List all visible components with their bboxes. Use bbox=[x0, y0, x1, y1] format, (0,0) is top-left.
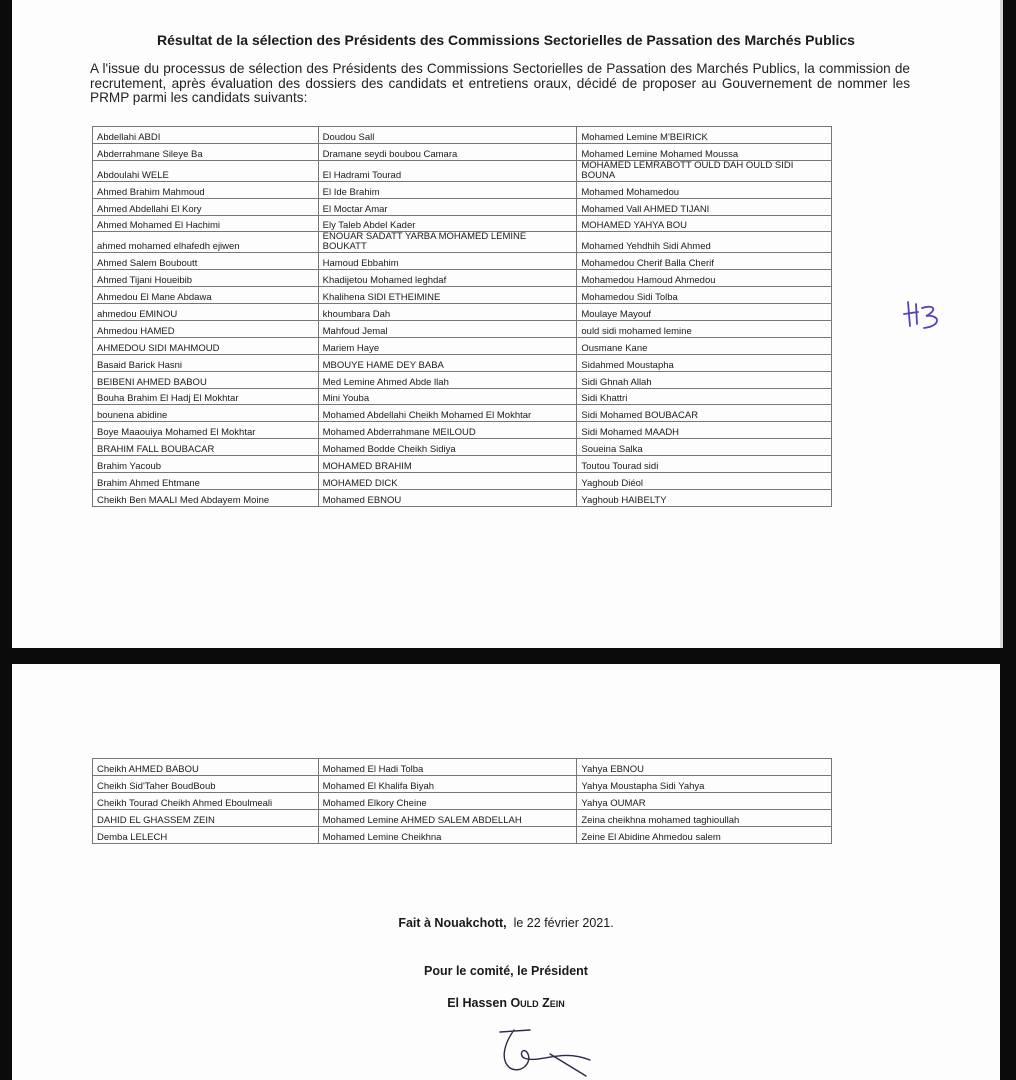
document-title: Résultat de la sélection des Présidents des Commissions Sectorielles de Passation des Marchés Publics bbox=[157, 32, 855, 48]
candidate-name-cell: Khadijetou Mohamed leghdaf bbox=[318, 270, 577, 287]
table-row bbox=[93, 253, 832, 270]
table-row bbox=[93, 388, 832, 405]
table-row bbox=[93, 810, 832, 827]
table-row bbox=[93, 439, 832, 456]
candidate-name-cell: Cheikh Sid'Taher BoudBoub bbox=[93, 776, 319, 793]
candidate-name-cell: Basaid Barick Hasni bbox=[93, 354, 319, 371]
candidate-name-cell: Dramane seydi boubou Camara bbox=[318, 143, 577, 160]
candidate-name-cell: Ahmedou HAMED bbox=[93, 321, 319, 338]
candidate-name-cell: Hamoud Ebbahim bbox=[318, 253, 577, 270]
candidate-name-cell: Ahmed Mohamed El Hachimi bbox=[93, 215, 319, 232]
candidate-name-cell: Mohamedou Sidi Tolba bbox=[577, 287, 832, 304]
table-row bbox=[93, 215, 832, 232]
candidate-name-cell: Mohamed Mohamedou bbox=[577, 181, 832, 198]
handwritten-initials bbox=[900, 296, 950, 336]
candidate-name-cell: Mohamed EBNOU bbox=[318, 489, 577, 506]
candidate-name-cell: Mohamed Bodde Cheikh Sidiya bbox=[318, 439, 577, 456]
candidate-name-cell: Mohamed Lemine M'BEIRICK bbox=[577, 127, 832, 144]
candidate-name-cell: Mohamed Lemine Cheikhna bbox=[318, 827, 577, 844]
candidate-name-cell: Yahya Moustapha Sidi Yahya bbox=[577, 776, 832, 793]
candidate-name-cell: ahmedou EMINOU bbox=[93, 304, 319, 321]
candidate-name-cell: Ely Taleb Abdel Kader bbox=[318, 215, 577, 232]
candidate-name-cell: DAHID EL GHASSEM ZEIN bbox=[93, 810, 319, 827]
table-row bbox=[93, 198, 832, 215]
candidate-name-cell: Zeine El Abidine Ahmedou salem bbox=[577, 827, 832, 844]
candidate-name-cell: ENOUAR SADATT YARBA MOHAMED LEMINE BOUKATT bbox=[318, 232, 577, 253]
candidate-name-cell: MOHAMED BRAHIM bbox=[318, 456, 577, 473]
candidate-name-cell: bounena abidine bbox=[93, 405, 319, 422]
candidate-name-cell: Zeina cheikhna mohamed taghioullah bbox=[577, 810, 832, 827]
table-row bbox=[93, 776, 832, 793]
candidate-name-cell: Toutou Tourad sidi bbox=[577, 456, 832, 473]
president-last-name: Ould Zein bbox=[510, 996, 565, 1010]
candidate-name-cell: El Moctar Amar bbox=[318, 198, 577, 215]
table-row bbox=[93, 473, 832, 490]
candidate-name-cell: Brahim Ahmed Ehtmane bbox=[93, 473, 319, 490]
table-row bbox=[93, 270, 832, 287]
candidate-name-cell: Bouha Brahim El Hadj El Mokhtar bbox=[93, 388, 319, 405]
candidate-name-cell: Cheikh AHMED BABOU bbox=[93, 759, 319, 776]
candidate-name-cell: Mohamed Lemine AHMED SALEM ABDELLAH bbox=[318, 810, 577, 827]
candidate-name-cell: Moulaye Mayouf bbox=[577, 304, 832, 321]
committee-line: Pour le comité, le Président bbox=[424, 964, 588, 978]
table-row bbox=[93, 793, 832, 810]
candidate-name-cell: Ahmedou El Mane Abdawa bbox=[93, 287, 319, 304]
candidate-name-cell: Mohamed Yehdhih Sidi Ahmed bbox=[577, 232, 832, 253]
candidates-table-2 bbox=[92, 758, 832, 844]
candidate-name-cell: Yaghoub HAIBELTY bbox=[577, 489, 832, 506]
candidate-name-cell: MOHAMED YAHYA BOU bbox=[577, 215, 832, 232]
candidate-name-cell: Doudou Sall bbox=[318, 127, 577, 144]
president-name bbox=[12, 996, 1000, 1010]
candidate-name-cell: Mahfoud Jemal bbox=[318, 321, 577, 338]
intro-paragraph: A l'issue du processus de sélection des Présidents des Commissions Sectorielles de Passation des Marchés Publics, la commission de recrutement, après évaluation des dossiers des candidats et entretiens oraux, décidé de proposer au Gouvernement de nommer les PRMP parmi les candidats suivants: bbox=[90, 61, 910, 105]
candidate-name-cell: Mariem Haye bbox=[318, 337, 577, 354]
candidate-name-cell: Sidi Ghnah Allah bbox=[577, 371, 832, 388]
table-row bbox=[93, 489, 832, 506]
candidate-name-cell: Sidi Khattri bbox=[577, 388, 832, 405]
candidate-name-cell: Mohamed Vall AHMED TIJANI bbox=[577, 198, 832, 215]
table-row bbox=[93, 371, 832, 388]
candidate-name-cell: Mohamed Abderrahmane MEILOUD bbox=[318, 422, 577, 439]
candidate-name-cell: Sidi Mohamed BOUBACAR bbox=[577, 405, 832, 422]
table-row bbox=[93, 422, 832, 439]
candidate-name-cell: Abdoulahi WELE bbox=[93, 160, 319, 181]
candidate-name-cell: Ahmed Brahim Mahmoud bbox=[93, 181, 319, 198]
candidate-name-cell: Mohamedou Cherif Balla Cherif bbox=[577, 253, 832, 270]
candidate-name-cell: MOHAMED DICK bbox=[318, 473, 577, 490]
candidate-name-cell: MOHAMED LEMRABOTT OULD DAH OULD SIDI BOUNA bbox=[577, 160, 832, 181]
date-text: le 22 février 2021. bbox=[513, 916, 614, 930]
candidate-name-cell: Mohamed El Khalifa Biyah bbox=[318, 776, 577, 793]
candidate-name-cell: Mini Youba bbox=[318, 388, 577, 405]
table-row bbox=[93, 337, 832, 354]
president-first-name: El Hassen bbox=[447, 996, 507, 1010]
document-page-2 bbox=[12, 664, 1000, 1080]
candidate-name-cell: ahmed mohamed elhafedh ejiwen bbox=[93, 232, 319, 253]
candidate-name-cell: Ahmed Tijani Houeibib bbox=[93, 270, 319, 287]
candidate-name-cell: Mohamed Abdellahi Cheikh Mohamed El Mokhtar bbox=[318, 405, 577, 422]
table-row bbox=[93, 321, 832, 338]
candidate-name-cell: Mohamed Elkory Cheine bbox=[318, 793, 577, 810]
candidate-name-cell: Mohamed Lemine Mohamed Moussa bbox=[577, 143, 832, 160]
table-row bbox=[93, 304, 832, 321]
table-row bbox=[93, 405, 832, 422]
candidate-name-cell: AHMEDOU SIDI MAHMOUD bbox=[93, 337, 319, 354]
candidate-name-cell: Sidahmed Moustapha bbox=[577, 354, 832, 371]
table-row bbox=[93, 143, 832, 160]
table-row bbox=[93, 232, 832, 253]
table-row bbox=[93, 827, 832, 844]
candidate-name-cell: Sidi Mohamed MAADH bbox=[577, 422, 832, 439]
table-row bbox=[93, 160, 832, 181]
candidate-name-cell: El Hadrami Tourad bbox=[318, 160, 577, 181]
candidate-name-cell: Soueina Salka bbox=[577, 439, 832, 456]
table-row bbox=[93, 759, 832, 776]
candidate-name-cell: Ahmed Abdellahi El Kory bbox=[93, 198, 319, 215]
candidate-name-cell: khoumbara Dah bbox=[318, 304, 577, 321]
candidate-name-cell: Boye Maaouiya Mohamed El Mokhtar bbox=[93, 422, 319, 439]
candidate-name-cell: Abdellahi ABDI bbox=[93, 127, 319, 144]
candidate-name-cell: BEIBENI AHMED BABOU bbox=[93, 371, 319, 388]
document-page-1 bbox=[12, 0, 1003, 648]
candidate-name-cell: ould sidi mohamed lemine bbox=[577, 321, 832, 338]
candidate-name-cell: Cheikh Ben MAALI Med Abdayem Moine bbox=[93, 489, 319, 506]
candidate-name-cell: Ousmane Kane bbox=[577, 337, 832, 354]
candidate-name-cell: MBOUYE HAME DEY BABA bbox=[318, 354, 577, 371]
signature bbox=[490, 1024, 600, 1080]
candidates-table-1 bbox=[92, 126, 832, 507]
table-row bbox=[93, 287, 832, 304]
table-row bbox=[93, 456, 832, 473]
candidate-name-cell: Cheikh Tourad Cheikh Ahmed Eboulmeali bbox=[93, 793, 319, 810]
candidate-name-cell: Yaghoub Diéol bbox=[577, 473, 832, 490]
candidate-name-cell: Khalihena SIDI ETHEIMINE bbox=[318, 287, 577, 304]
candidate-name-cell: Yahya OUMAR bbox=[577, 793, 832, 810]
table-row bbox=[93, 181, 832, 198]
candidate-name-cell: Demba LELECH bbox=[93, 827, 319, 844]
table-row bbox=[93, 127, 832, 144]
candidate-name-cell: Brahim Yacoub bbox=[93, 456, 319, 473]
candidate-name-cell: Abderrahmane Sileye Ba bbox=[93, 143, 319, 160]
candidate-name-cell: Mohamed El Hadi Tolba bbox=[318, 759, 577, 776]
candidate-name-cell: BRAHIM FALL BOUBACAR bbox=[93, 439, 319, 456]
table-row bbox=[93, 354, 832, 371]
candidate-name-cell: Mohamedou Hamoud Ahmedou bbox=[577, 270, 832, 287]
candidate-name-cell: Yahya EBNOU bbox=[577, 759, 832, 776]
candidate-name-cell: El Ide Brahim bbox=[318, 181, 577, 198]
candidate-name-cell: Ahmed Salem Bouboutt bbox=[93, 253, 319, 270]
place-date-line bbox=[12, 916, 1000, 930]
place-text: Fait à Nouakchott, bbox=[398, 916, 507, 930]
candidate-name-cell: Med Lemine Ahmed Abde llah bbox=[318, 371, 577, 388]
